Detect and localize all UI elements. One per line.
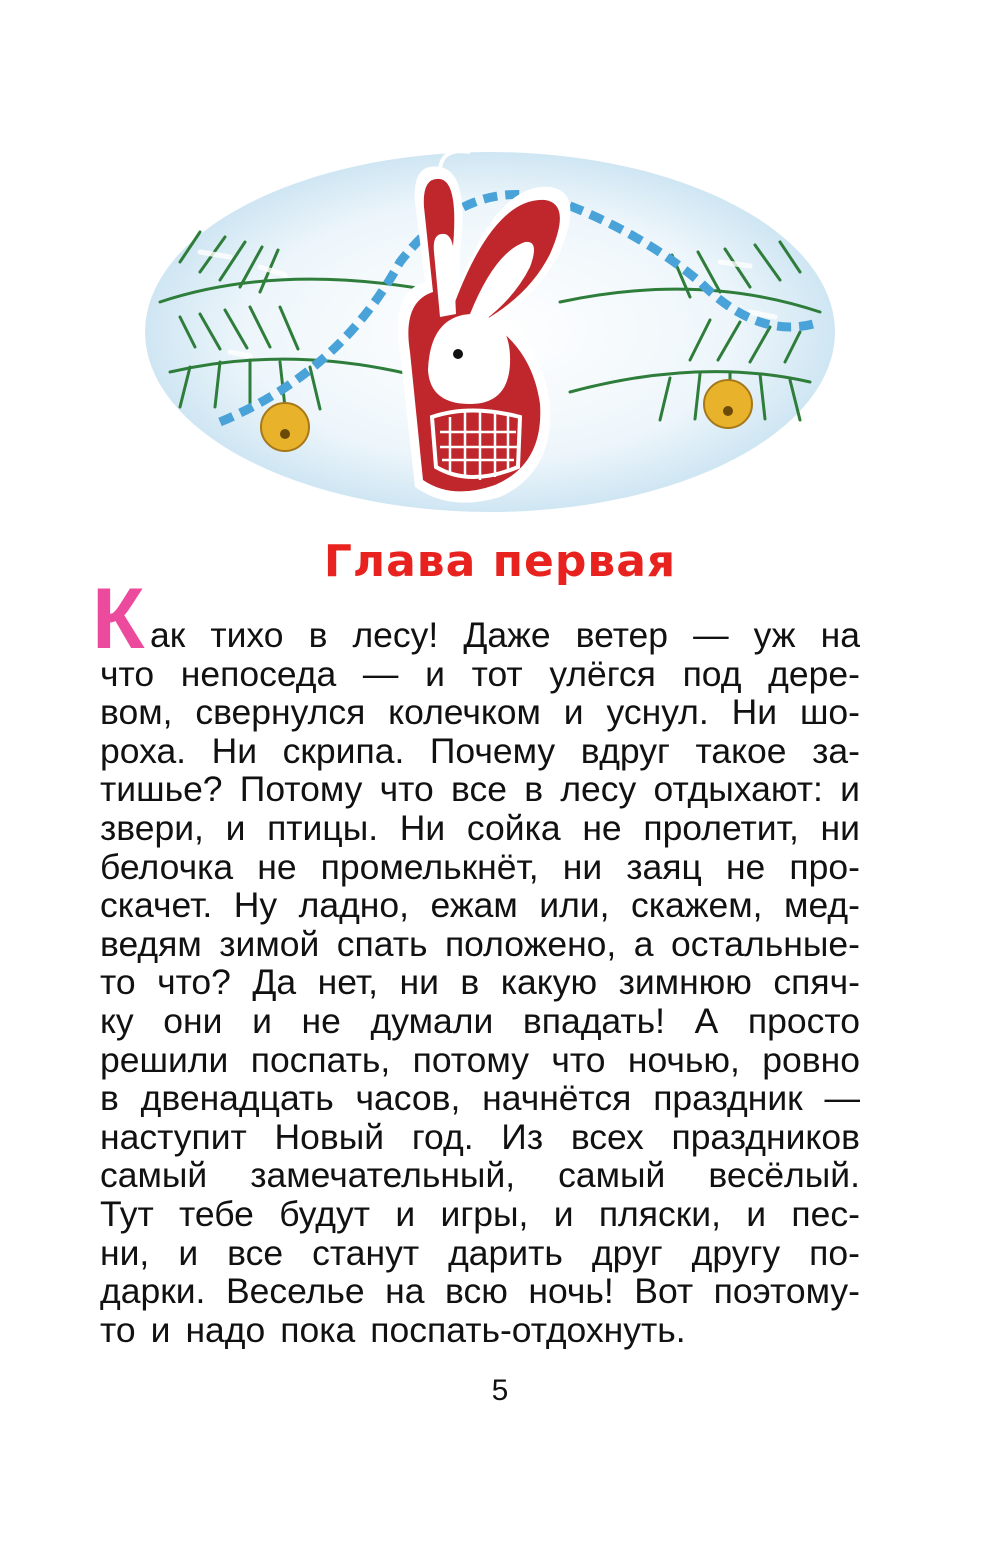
word: мед- xyxy=(784,885,860,926)
word: Веселье xyxy=(225,1271,365,1312)
word: Вот xyxy=(634,1271,694,1312)
word: ак xyxy=(150,615,186,655)
word: непоседа xyxy=(180,653,337,694)
word: — xyxy=(693,615,729,655)
word: тишье? xyxy=(100,769,223,810)
word: звери, xyxy=(100,808,204,848)
drop-cap: К xyxy=(92,571,145,667)
word: часов, xyxy=(355,1078,461,1119)
word: зимой xyxy=(219,923,320,964)
word: или, xyxy=(539,885,610,926)
word: Потому xyxy=(239,769,363,810)
word: тихо xyxy=(210,615,284,655)
word: по- xyxy=(809,1232,860,1273)
bell-icon xyxy=(704,380,752,428)
word: — xyxy=(824,1078,860,1119)
word: а xyxy=(633,923,654,964)
word: пока xyxy=(280,1309,356,1350)
word: на xyxy=(820,615,860,655)
word: праздников xyxy=(671,1116,860,1157)
word: шо- xyxy=(799,692,860,733)
word: другу xyxy=(691,1232,781,1273)
word: не xyxy=(301,1001,341,1041)
word: лесу xyxy=(560,769,637,810)
word: то xyxy=(100,962,136,1003)
word: и xyxy=(840,769,860,810)
word: скачет. xyxy=(100,885,213,926)
word: и xyxy=(746,1194,767,1234)
word: станут xyxy=(312,1232,420,1273)
word: Тут xyxy=(100,1194,154,1234)
word: и xyxy=(395,1194,416,1234)
word: думали xyxy=(370,1001,494,1041)
word: поспать-отдохнуть. xyxy=(370,1309,686,1350)
word: не xyxy=(257,846,297,887)
word: поэтому- xyxy=(713,1271,860,1312)
word: не xyxy=(582,808,622,848)
word: дарить xyxy=(448,1232,563,1273)
word: год. xyxy=(411,1116,474,1157)
word: — xyxy=(362,653,399,694)
word: ветер xyxy=(575,615,669,655)
word: ни xyxy=(562,846,603,887)
word: самый xyxy=(100,1155,208,1196)
word: то xyxy=(100,1309,136,1350)
word: поспать, xyxy=(250,1039,391,1080)
bell-icon xyxy=(261,403,309,451)
word: тот xyxy=(471,653,523,694)
chapter-title: Глава первая xyxy=(323,536,677,587)
word: и xyxy=(553,1194,574,1234)
word: просто xyxy=(747,1001,860,1041)
word: какую xyxy=(500,962,598,1003)
word: в xyxy=(100,1078,119,1119)
word: скрипа. xyxy=(282,730,405,771)
word: Да xyxy=(252,962,297,1003)
word: решили xyxy=(100,1039,229,1080)
word: Даже xyxy=(463,615,551,655)
word: свернулся xyxy=(195,692,366,733)
word: всех xyxy=(570,1116,644,1157)
word: Почему xyxy=(429,730,556,771)
word: спать xyxy=(336,923,428,964)
word: Ни xyxy=(211,730,258,771)
word: положено, xyxy=(444,923,617,964)
word: А xyxy=(694,1001,719,1041)
word: и xyxy=(252,1001,272,1041)
word: заяц xyxy=(626,846,702,887)
word: все xyxy=(451,769,507,810)
word: за- xyxy=(812,730,860,771)
word: что? xyxy=(157,962,231,1003)
word: такое xyxy=(695,730,787,771)
word: ровно xyxy=(762,1039,860,1080)
word: ночь! xyxy=(528,1271,614,1312)
word: Из xyxy=(501,1116,544,1157)
word: про- xyxy=(789,846,860,887)
word: и xyxy=(178,1232,199,1273)
word: ку xyxy=(100,1001,134,1041)
word: остальные- xyxy=(670,923,860,964)
text-line xyxy=(100,1307,860,1353)
word: отдыхают: xyxy=(653,769,823,810)
word: улёгся xyxy=(549,653,656,694)
word: уснул. xyxy=(606,692,709,733)
illustration-art xyxy=(140,142,840,517)
word: что xyxy=(379,769,434,810)
page-number: 5 xyxy=(491,1374,509,1407)
word: вдруг xyxy=(580,730,670,771)
word: Новый xyxy=(274,1116,385,1157)
word: роха. xyxy=(100,730,187,771)
word: сойка xyxy=(466,808,561,848)
word: впадать! xyxy=(522,1001,666,1041)
word: не xyxy=(725,846,766,887)
word: двенадцать xyxy=(140,1078,334,1119)
word: надо xyxy=(185,1309,266,1350)
word: ведям xyxy=(100,923,202,964)
word: уж xyxy=(753,615,796,655)
word: тебе xyxy=(179,1194,254,1234)
word: пролетит, xyxy=(643,808,799,848)
word: колечком xyxy=(388,692,541,733)
word: нет, xyxy=(317,962,379,1003)
word: ночью, xyxy=(627,1039,740,1080)
word: промелькнёт, xyxy=(320,846,539,887)
word: в xyxy=(524,769,544,810)
word: они xyxy=(163,1001,223,1041)
word: что xyxy=(100,653,155,694)
word: все xyxy=(227,1232,284,1273)
word: ни, xyxy=(100,1232,150,1273)
word: самый xyxy=(558,1155,666,1196)
word: и xyxy=(563,692,584,733)
word: скажем, xyxy=(630,885,763,926)
word: замечательный, xyxy=(250,1155,516,1196)
word: будут xyxy=(279,1194,371,1234)
word: и xyxy=(425,653,445,694)
word: ни xyxy=(820,808,860,848)
gingerbread-bunny-illustration xyxy=(140,142,840,517)
word: вом, xyxy=(100,692,173,733)
word: в xyxy=(308,615,328,655)
word: пес- xyxy=(791,1194,860,1234)
word: лесу! xyxy=(352,615,439,655)
word: пляски, xyxy=(598,1194,721,1234)
word: игры, xyxy=(440,1194,529,1234)
word: ни xyxy=(399,962,439,1003)
word: под xyxy=(682,653,742,694)
word: весёлый. xyxy=(708,1155,860,1196)
word: начнётся xyxy=(482,1078,632,1119)
word: Ни xyxy=(731,692,778,733)
word: зимнюю xyxy=(618,962,752,1003)
word: наступит xyxy=(100,1116,247,1157)
word: птицы. xyxy=(267,808,379,848)
word: дере- xyxy=(768,653,860,694)
word: ладно, xyxy=(298,885,410,926)
word: потому xyxy=(412,1039,529,1080)
word: в xyxy=(460,962,480,1003)
word: Ну xyxy=(233,885,278,926)
word: всю xyxy=(445,1271,508,1312)
word: что xyxy=(551,1039,606,1080)
word: и xyxy=(150,1309,171,1350)
word: спяч- xyxy=(773,962,860,1003)
word: дарки. xyxy=(100,1271,206,1312)
word: белочка xyxy=(100,846,234,887)
word: праздник xyxy=(653,1078,803,1119)
word: Ни xyxy=(399,808,446,848)
word: ежам xyxy=(430,885,518,926)
word: друг xyxy=(591,1232,663,1273)
word: и xyxy=(225,808,246,848)
word: на xyxy=(385,1271,425,1312)
